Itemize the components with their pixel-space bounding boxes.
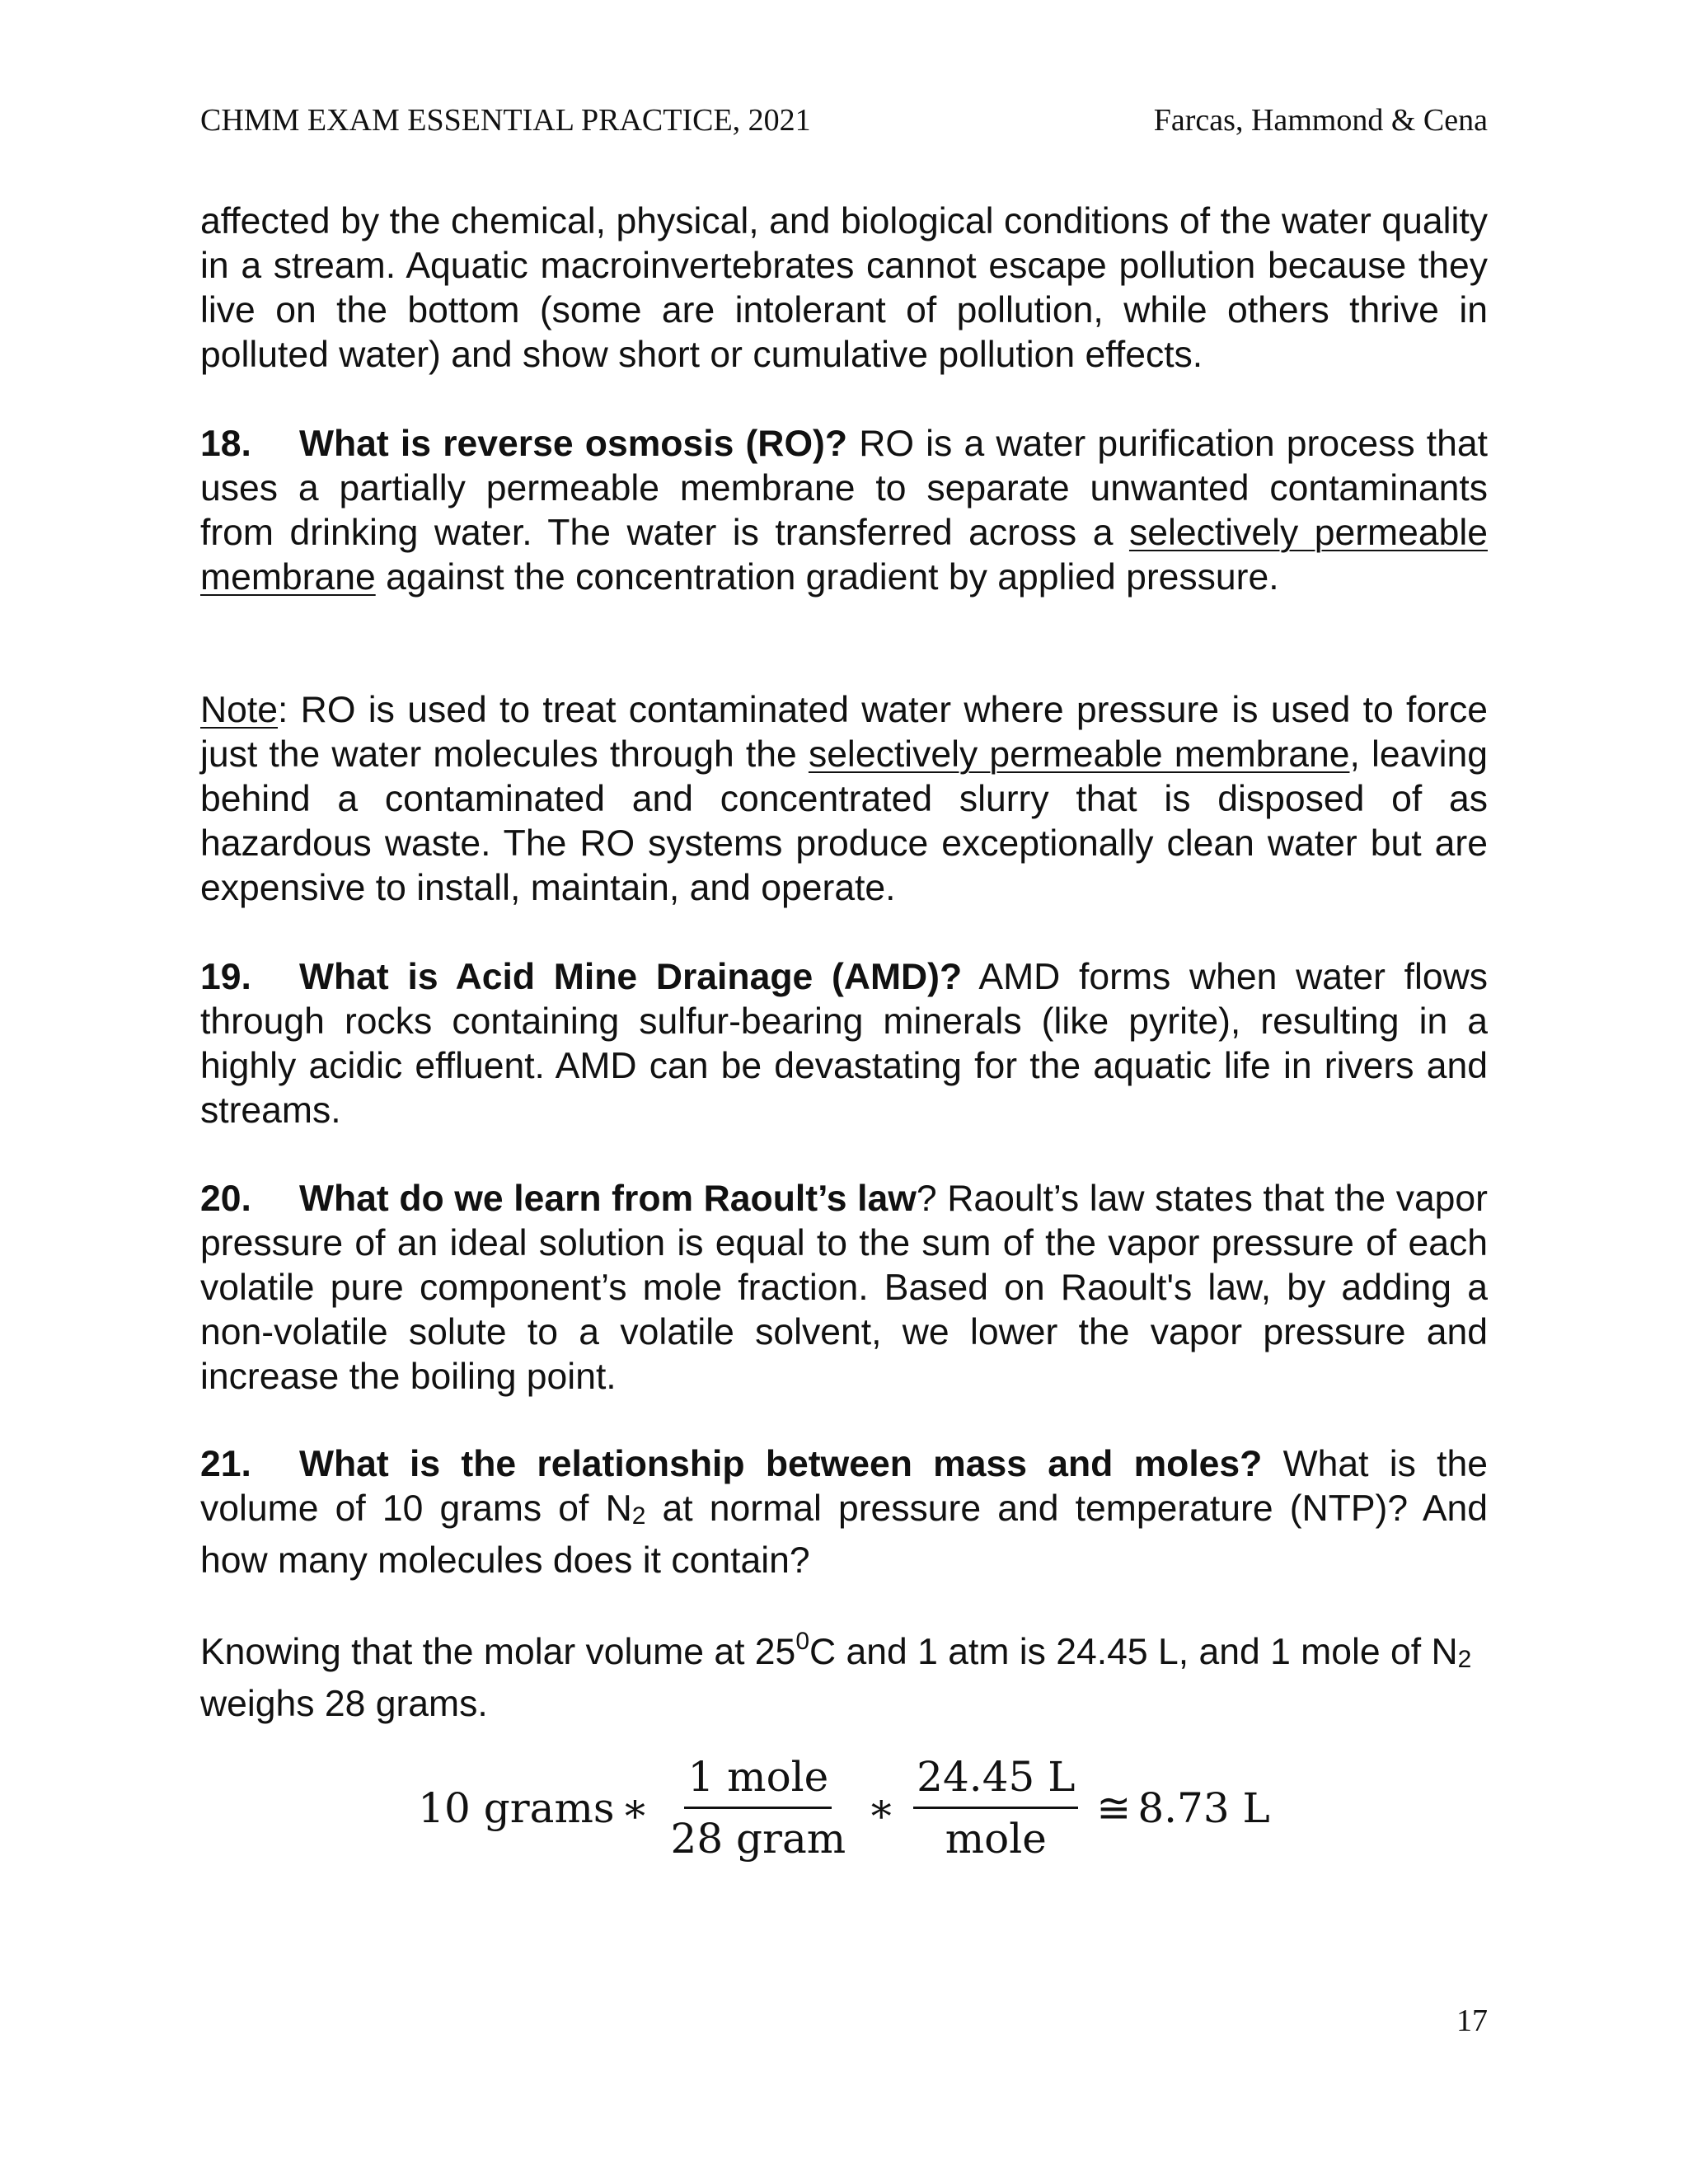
page-header (200, 99, 1488, 142)
q18-text-b: against the concentration gradient by applied pressure. (375, 557, 1279, 598)
header-authors: Farcas, Hammond & Cena (1153, 103, 1488, 138)
note-label: Note (200, 690, 278, 730)
q18-number: 18. (200, 424, 251, 464)
q19-text: AMD forms when water flows through rocks containing sulfur-bearing minerals (like pyrite), resulting in a highly acidic effluent. AMD can be devastating for the aquatic life in rivers and streams. (200, 957, 1488, 1131)
fraction-1-numerator: 1 mole (684, 1747, 832, 1809)
q18-underlined: selectively permeable membrane (200, 513, 1488, 598)
equation-fraction-2 (913, 1747, 1078, 1868)
equation-multiply-1: ∗ (621, 1783, 649, 1832)
q21-text-b: at normal pressure and temperature (NTP)? And how many molecules does it contain? (200, 1488, 1488, 1581)
question-19 (200, 955, 1488, 1133)
q21-question: What is the relationship between mass and moles? (299, 1444, 1263, 1484)
knowing-paragraph (200, 1619, 1488, 1727)
question-21 (200, 1442, 1488, 1583)
q21-text-a: What is the volume of 10 grams of N (200, 1444, 1488, 1529)
equation-approx-equal: ≅ (1096, 1783, 1132, 1832)
intro-text: affected by the chemical, physical, and biological conditions of the water quality in a stream. Aquatic macroinvertebrates cannot escape pollution because they live on the bottom (some are intolerant of pollution, while others thrive in polluted water) and show short or cumulative pollution effects. (200, 201, 1488, 375)
note-paragraph (200, 688, 1488, 911)
q18-text-a: RO is a water purification process that uses a partially permeable membrane to separate unwanted contaminants from drinking water. The water is transferred across a (200, 424, 1488, 553)
q20-number: 20. (200, 1179, 251, 1219)
knowing-text-a: Knowing that the molar volume at 25 (200, 1632, 796, 1672)
q21-number: 21. (200, 1444, 251, 1484)
equation-fraction-1 (668, 1747, 850, 1868)
header-title: CHMM EXAM ESSENTIAL PRACTICE, 2021 (200, 103, 811, 138)
question-20 (200, 1177, 1488, 1399)
knowing-superscript: 0 (795, 1628, 809, 1655)
equation-term-mass: 10 grams (418, 1783, 615, 1832)
q21-subscript: 2 (631, 1502, 646, 1530)
note-text-a: : RO is used to treat contaminated water where pressure is used to force just the water molecules through the (200, 690, 1488, 775)
fraction-2-denominator: mole (945, 1815, 1047, 1863)
intro-paragraph (200, 199, 1488, 377)
q19-number: 19. (200, 957, 251, 997)
note-text-b: , leaving behind a contaminated and concentrated slurry that is disposed of as hazardous waste. The RO systems produce exceptionally clean water but are expensive to install, maintain, and operate. (200, 734, 1488, 908)
page-number: 17 (1456, 2004, 1488, 2038)
note-underlined: selectively permeable membrane (808, 734, 1350, 775)
q18-question: What is reverse osmosis (RO)? (299, 424, 848, 464)
knowing-text-b: C and 1 atm is 24.45 L, and 1 mole of N (809, 1632, 1458, 1672)
equation-result: 8.73 L (1137, 1783, 1270, 1832)
q19-question: What is Acid Mine Drainage (AMD)? (299, 957, 963, 997)
equation-multiply-2: ∗ (867, 1783, 896, 1832)
question-18 (200, 422, 1488, 600)
conversion-equation (0, 1747, 1688, 1868)
q20-question: What do we learn from Raoult’s law (299, 1179, 917, 1219)
fraction-1-denominator: 28 gram (670, 1815, 846, 1863)
knowing-text-c: weighs 28 grams. (200, 1684, 488, 1724)
fraction-2-numerator: 24.45 L (913, 1747, 1078, 1809)
knowing-subscript: 2 (1457, 1646, 1472, 1673)
q20-text: ? Raoult’s law states that the vapor pressure of an ideal solution is equal to the sum of the vapor pressure of each volatile pure component’s mole fraction. Based on Raoult's law, by adding a non-volatile solute to a volatile solvent, we lower the vapor pressure and increase the boiling point. (200, 1179, 1489, 1397)
